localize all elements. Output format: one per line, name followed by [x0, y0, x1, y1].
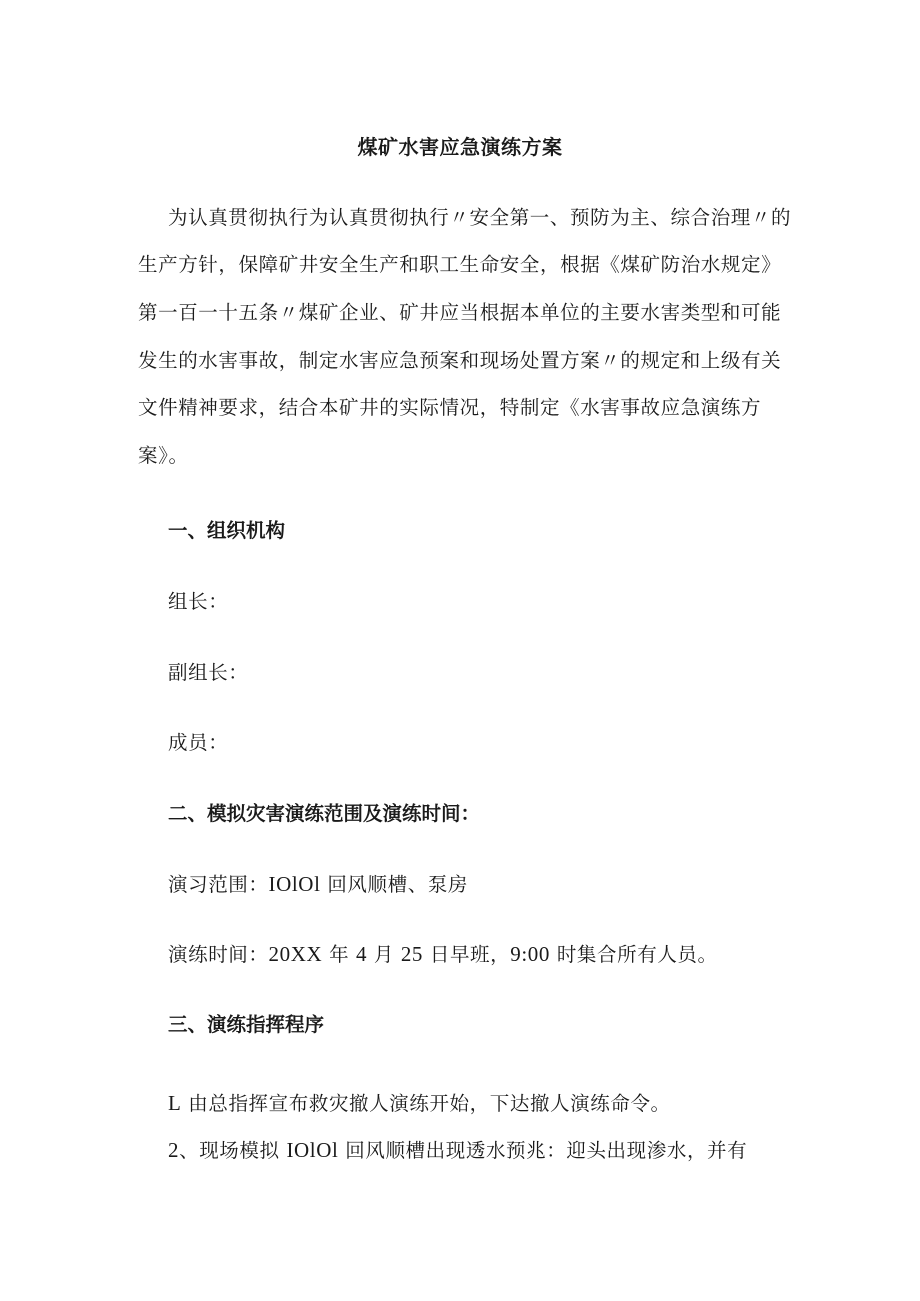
document-title: 煤矿水害应急演练方案 [357, 135, 563, 159]
drill-time-month-suffix: 月 [373, 943, 395, 966]
procedure-step-2-text: 回风顺槽出现透水预兆：迎头出现渗水，并有 [345, 1139, 748, 1162]
intro-line-5: 文件精神要求，结合本矿井的实际情况，特制定《水害事故应急演练方 [138, 396, 762, 419]
drill-time-year-suffix: 年 [329, 943, 350, 966]
deputy-leader-label: 副组长： [168, 661, 249, 684]
drill-scope-code: IOlOl [268, 872, 321, 896]
intro-line-4: 发生的水害事故，制定水害应急预案和现场处置方案〃的规定和上级有关 [138, 349, 782, 372]
procedure-step-1-number: L [168, 1091, 182, 1115]
intro-line-3: 第一百一十五条〃煤矿企业、矿井应当根据本单位的主要水害类型和可能 [138, 301, 782, 324]
drill-time-month: 4 [355, 942, 368, 966]
procedure-step-1-text: 由总指挥宣布救灾撤人演练开始，下达撤人演练命令。 [188, 1092, 671, 1115]
section-heading-command-procedure: 三、演练指挥程序 [168, 1013, 325, 1036]
procedure-step-2 [168, 1135, 747, 1166]
procedure-step-1 [168, 1088, 671, 1119]
drill-scope-line [168, 869, 468, 900]
intro-line-2: 生产方针，保障矿井安全生产和职工生命安全，根据《煤矿防治水规定》 [138, 253, 782, 276]
procedure-step-2-code: IOlOl [286, 1138, 339, 1162]
intro-line-6: 案》。 [138, 444, 189, 467]
procedure-step-2-number: 2 [168, 1138, 180, 1162]
members-label: 成员： [168, 731, 229, 754]
drill-time-line [168, 939, 718, 970]
drill-time-year: 20XX [268, 942, 323, 966]
drill-time-label: 演练时间： [168, 943, 269, 966]
drill-time-day: 25 [400, 942, 424, 966]
drill-time-day-suffix: 日早班， [429, 943, 511, 966]
drill-scope-value: 回风顺槽、泵房 [327, 873, 469, 896]
procedure-step-2-prefix: 、现场模拟 [179, 1139, 280, 1162]
drill-time-clock: 9:00 [510, 942, 550, 966]
drill-time-rest: 时集合所有人员。 [556, 943, 718, 966]
intro-line-1: 为认真贯彻执行为认真贯彻执行〃安全第一、预防为主、综合治理〃的 [168, 206, 792, 229]
leader-label: 组长： [168, 590, 229, 613]
section-heading-scope-time: 二、模拟灾害演练范围及演练时间： [168, 802, 481, 825]
drill-scope-label: 演习范围： [168, 873, 269, 896]
section-heading-organization: 一、组织机构 [168, 519, 286, 542]
